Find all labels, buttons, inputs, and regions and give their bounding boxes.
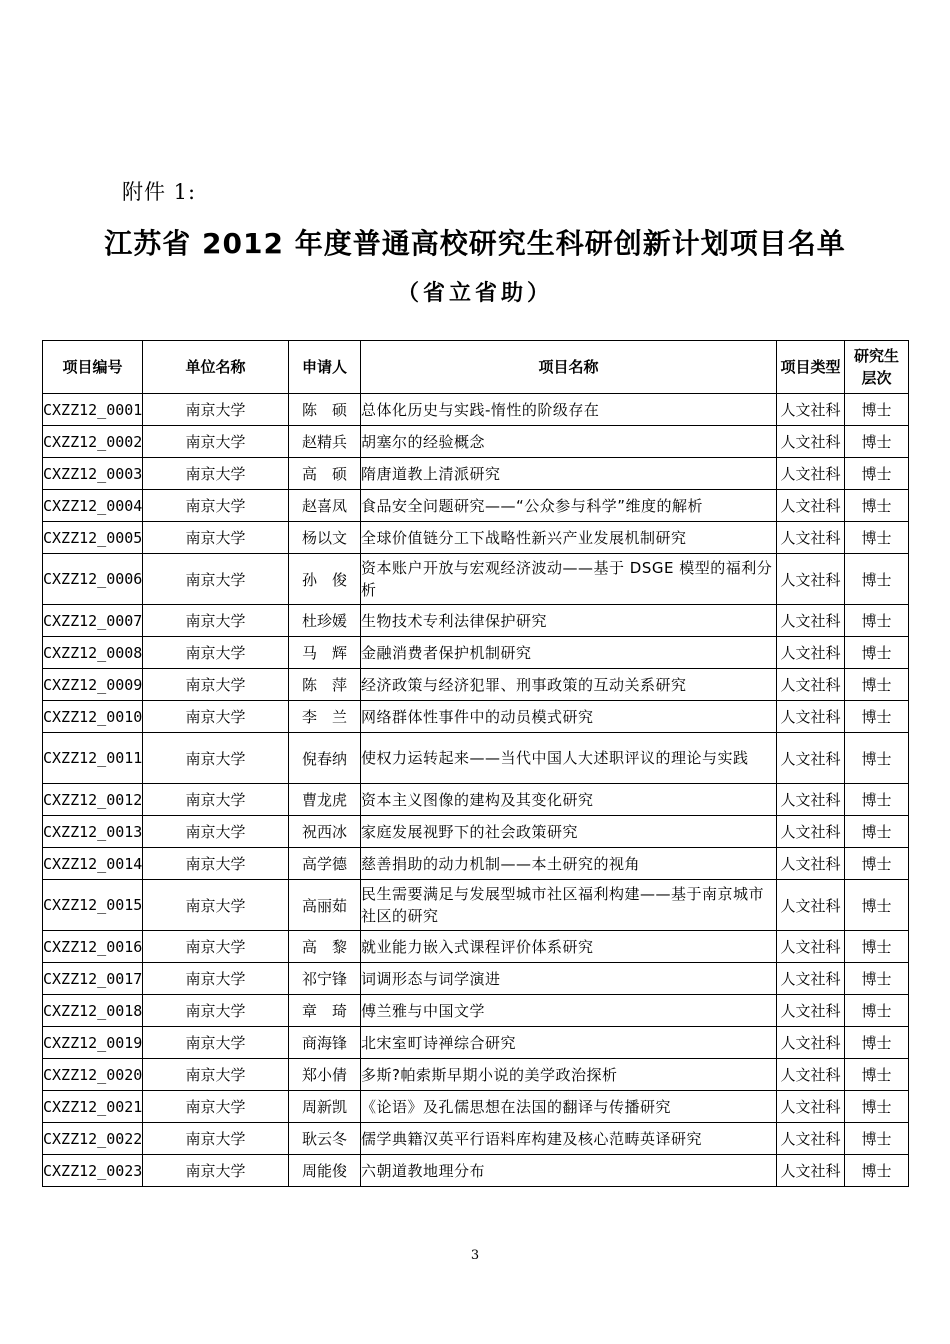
table-row xyxy=(43,1091,909,1123)
project-type-cell: 人文社科 xyxy=(777,426,845,458)
header-level xyxy=(845,341,909,394)
degree-level-cell: 博士 xyxy=(845,931,909,963)
project-name-cell: 就业能力嵌入式课程评价体系研究 xyxy=(361,931,777,963)
table-header-row xyxy=(43,341,909,394)
project-name-cell: 儒学典籍汉英平行语料库构建及核心范畴英译研究 xyxy=(361,1123,777,1155)
unit-name-cell: 南京大学 xyxy=(143,995,289,1027)
project-type-cell: 人文社科 xyxy=(777,605,845,637)
project-type-cell: 人文社科 xyxy=(777,490,845,522)
table-row xyxy=(43,1123,909,1155)
applicant-cell: 章 琦 xyxy=(289,995,361,1027)
header-unit: 单位名称 xyxy=(143,341,289,394)
applicant-cell: 高学德 xyxy=(289,848,361,880)
table-row xyxy=(43,931,909,963)
applicant-cell: 高 黎 xyxy=(289,931,361,963)
table-row xyxy=(43,880,909,931)
project-type-cell: 人文社科 xyxy=(777,963,845,995)
project-name-cell: 傅兰雅与中国文学 xyxy=(361,995,777,1027)
project-code-cell: CXZZ12_0006 xyxy=(43,554,143,605)
project-name-cell: 金融消费者保护机制研究 xyxy=(361,637,777,669)
header-type: 项目类型 xyxy=(777,341,845,394)
table-row xyxy=(43,816,909,848)
project-type-cell: 人文社科 xyxy=(777,458,845,490)
table-row xyxy=(43,1059,909,1091)
project-name-cell: 胡塞尔的经验概念 xyxy=(361,426,777,458)
table-row xyxy=(43,701,909,733)
project-code-cell: CXZZ12_0001 xyxy=(43,394,143,426)
header-project-name: 项目名称 xyxy=(361,341,777,394)
degree-level-cell: 博士 xyxy=(845,1059,909,1091)
project-type-cell: 人文社科 xyxy=(777,1155,845,1187)
degree-level-cell: 博士 xyxy=(845,848,909,880)
project-code-cell: CXZZ12_0012 xyxy=(43,784,143,816)
applicant-cell: 赵喜凤 xyxy=(289,490,361,522)
project-code-cell: CXZZ12_0017 xyxy=(43,963,143,995)
table-row xyxy=(43,490,909,522)
degree-level-cell: 博士 xyxy=(845,605,909,637)
project-code-cell: CXZZ12_0023 xyxy=(43,1155,143,1187)
project-code-cell: CXZZ12_0016 xyxy=(43,931,143,963)
applicant-cell: 周新凯 xyxy=(289,1091,361,1123)
unit-name-cell: 南京大学 xyxy=(143,816,289,848)
applicant-cell: 李 兰 xyxy=(289,701,361,733)
header-code: 项目编号 xyxy=(43,341,143,394)
project-code-cell: CXZZ12_0020 xyxy=(43,1059,143,1091)
project-code-cell: CXZZ12_0022 xyxy=(43,1123,143,1155)
unit-name-cell: 南京大学 xyxy=(143,1155,289,1187)
project-code-cell: CXZZ12_0011 xyxy=(43,733,143,784)
applicant-cell: 郑小倩 xyxy=(289,1059,361,1091)
table-row xyxy=(43,784,909,816)
table-row xyxy=(43,963,909,995)
table-row xyxy=(43,733,909,784)
applicant-cell: 陈 硕 xyxy=(289,394,361,426)
project-type-cell: 人文社科 xyxy=(777,394,845,426)
project-type-cell: 人文社科 xyxy=(777,701,845,733)
applicant-cell: 倪春纳 xyxy=(289,733,361,784)
degree-level-cell: 博士 xyxy=(845,554,909,605)
document-title: 江苏省 2012 年度普通高校研究生科研创新计划项目名单 xyxy=(104,227,846,260)
project-type-cell: 人文社科 xyxy=(777,784,845,816)
applicant-cell: 周能俊 xyxy=(289,1155,361,1187)
project-code-cell: CXZZ12_0014 xyxy=(43,848,143,880)
degree-level-cell: 博士 xyxy=(845,880,909,931)
project-type-cell: 人文社科 xyxy=(777,880,845,931)
degree-level-cell: 博士 xyxy=(845,963,909,995)
project-code-cell: CXZZ12_0018 xyxy=(43,995,143,1027)
unit-name-cell: 南京大学 xyxy=(143,1123,289,1155)
table-row xyxy=(43,848,909,880)
project-type-cell: 人文社科 xyxy=(777,848,845,880)
degree-level-cell: 博士 xyxy=(845,1123,909,1155)
project-code-cell: CXZZ12_0004 xyxy=(43,490,143,522)
project-name-cell: 生物技术专利法律保护研究 xyxy=(361,605,777,637)
degree-level-cell: 博士 xyxy=(845,1155,909,1187)
unit-name-cell: 南京大学 xyxy=(143,848,289,880)
project-name-cell: 资本账户开放与宏观经济波动——基于 DSGE 模型的福利分析 xyxy=(361,554,777,605)
project-name-cell: 资本主义图像的建构及其变化研究 xyxy=(361,784,777,816)
applicant-cell: 高 硕 xyxy=(289,458,361,490)
degree-level-cell: 博士 xyxy=(845,522,909,554)
project-name-cell: 六朝道教地理分布 xyxy=(361,1155,777,1187)
applicant-cell: 耿云冬 xyxy=(289,1123,361,1155)
degree-level-cell: 博士 xyxy=(845,1027,909,1059)
unit-name-cell: 南京大学 xyxy=(143,733,289,784)
table-row xyxy=(43,605,909,637)
project-type-cell: 人文社科 xyxy=(777,637,845,669)
project-type-cell: 人文社科 xyxy=(777,816,845,848)
project-table xyxy=(42,340,909,1187)
project-name-cell: 食品安全问题研究——“公众参与科学”维度的解析 xyxy=(361,490,777,522)
project-type-cell: 人文社科 xyxy=(777,995,845,1027)
header-level-line2: 层次 xyxy=(861,369,892,387)
degree-level-cell: 博士 xyxy=(845,816,909,848)
page-number: 3 xyxy=(470,1248,480,1263)
project-type-cell: 人文社科 xyxy=(777,669,845,701)
table-row xyxy=(43,637,909,669)
header-applicant: 申请人 xyxy=(289,341,361,394)
unit-name-cell: 南京大学 xyxy=(143,554,289,605)
degree-level-cell: 博士 xyxy=(845,733,909,784)
project-name-cell: 多斯?帕索斯早期小说的美学政治探析 xyxy=(361,1059,777,1091)
document-subtitle: （省立省助） xyxy=(396,281,553,306)
degree-level-cell: 博士 xyxy=(845,1091,909,1123)
project-name-cell: 《论语》及孔儒思想在法国的翻译与传播研究 xyxy=(361,1091,777,1123)
degree-level-cell: 博士 xyxy=(845,394,909,426)
project-code-cell: CXZZ12_0013 xyxy=(43,816,143,848)
project-name-cell: 隋唐道教上清派研究 xyxy=(361,458,777,490)
degree-level-cell: 博士 xyxy=(845,637,909,669)
table-row xyxy=(43,458,909,490)
applicant-cell: 杜珍媛 xyxy=(289,605,361,637)
applicant-cell: 高丽茹 xyxy=(289,880,361,931)
project-code-cell: CXZZ12_0003 xyxy=(43,458,143,490)
unit-name-cell: 南京大学 xyxy=(143,1027,289,1059)
table-row xyxy=(43,669,909,701)
table-row xyxy=(43,554,909,605)
unit-name-cell: 南京大学 xyxy=(143,701,289,733)
project-type-cell: 人文社科 xyxy=(777,931,845,963)
project-code-cell: CXZZ12_0005 xyxy=(43,522,143,554)
applicant-cell: 陈 萍 xyxy=(289,669,361,701)
project-name-cell: 北宋室町诗禅综合研究 xyxy=(361,1027,777,1059)
table-row xyxy=(43,394,909,426)
applicant-cell: 祁宁锋 xyxy=(289,963,361,995)
unit-name-cell: 南京大学 xyxy=(143,637,289,669)
degree-level-cell: 博士 xyxy=(845,426,909,458)
table-row xyxy=(43,1027,909,1059)
degree-level-cell: 博士 xyxy=(845,490,909,522)
project-code-cell: CXZZ12_0002 xyxy=(43,426,143,458)
unit-name-cell: 南京大学 xyxy=(143,426,289,458)
project-code-cell: CXZZ12_0015 xyxy=(43,880,143,931)
degree-level-cell: 博士 xyxy=(845,995,909,1027)
project-code-cell: CXZZ12_0007 xyxy=(43,605,143,637)
applicant-cell: 赵精兵 xyxy=(289,426,361,458)
unit-name-cell: 南京大学 xyxy=(143,1091,289,1123)
project-code-cell: CXZZ12_0009 xyxy=(43,669,143,701)
project-type-cell: 人文社科 xyxy=(777,554,845,605)
applicant-cell: 孙 俊 xyxy=(289,554,361,605)
project-name-cell: 经济政策与经济犯罪、刑事政策的互动关系研究 xyxy=(361,669,777,701)
project-name-cell: 慈善捐助的动力机制——本土研究的视角 xyxy=(361,848,777,880)
unit-name-cell: 南京大学 xyxy=(143,963,289,995)
project-code-cell: CXZZ12_0019 xyxy=(43,1027,143,1059)
applicant-cell: 马 辉 xyxy=(289,637,361,669)
project-code-cell: CXZZ12_0021 xyxy=(43,1091,143,1123)
unit-name-cell: 南京大学 xyxy=(143,458,289,490)
table-row xyxy=(43,1155,909,1187)
degree-level-cell: 博士 xyxy=(845,784,909,816)
unit-name-cell: 南京大学 xyxy=(143,490,289,522)
applicant-cell: 杨以文 xyxy=(289,522,361,554)
degree-level-cell: 博士 xyxy=(845,669,909,701)
table-row xyxy=(43,522,909,554)
degree-level-cell: 博士 xyxy=(845,701,909,733)
project-type-cell: 人文社科 xyxy=(777,1091,845,1123)
project-name-cell: 网络群体性事件中的动员模式研究 xyxy=(361,701,777,733)
applicant-cell: 祝西冰 xyxy=(289,816,361,848)
unit-name-cell: 南京大学 xyxy=(143,784,289,816)
project-code-cell: CXZZ12_0008 xyxy=(43,637,143,669)
applicant-cell: 曹龙虎 xyxy=(289,784,361,816)
project-type-cell: 人文社科 xyxy=(777,1123,845,1155)
unit-name-cell: 南京大学 xyxy=(143,880,289,931)
applicant-cell: 商海锋 xyxy=(289,1027,361,1059)
project-type-cell: 人文社科 xyxy=(777,1059,845,1091)
unit-name-cell: 南京大学 xyxy=(143,394,289,426)
degree-level-cell: 博士 xyxy=(845,458,909,490)
unit-name-cell: 南京大学 xyxy=(143,522,289,554)
project-type-cell: 人文社科 xyxy=(777,522,845,554)
table-row xyxy=(43,426,909,458)
project-code-cell: CXZZ12_0010 xyxy=(43,701,143,733)
project-name-cell: 总体化历史与实践-惰性的阶级存在 xyxy=(361,394,777,426)
project-type-cell: 人文社科 xyxy=(777,733,845,784)
table-row xyxy=(43,995,909,1027)
unit-name-cell: 南京大学 xyxy=(143,605,289,637)
unit-name-cell: 南京大学 xyxy=(143,931,289,963)
unit-name-cell: 南京大学 xyxy=(143,1059,289,1091)
unit-name-cell: 南京大学 xyxy=(143,669,289,701)
attachment-label: 附件 1: xyxy=(122,180,197,204)
project-name-cell: 民生需要满足与发展型城市社区福利构建——基于南京城市社区的研究 xyxy=(361,880,777,931)
project-name-cell: 词调形态与词学演进 xyxy=(361,963,777,995)
project-name-cell: 家庭发展视野下的社会政策研究 xyxy=(361,816,777,848)
header-level-line1: 研究生 xyxy=(853,347,899,365)
project-name-cell: 使权力运转起来——当代中国人大述职评议的理论与实践 xyxy=(361,733,777,784)
project-name-cell: 全球价值链分工下战略性新兴产业发展机制研究 xyxy=(361,522,777,554)
project-type-cell: 人文社科 xyxy=(777,1027,845,1059)
